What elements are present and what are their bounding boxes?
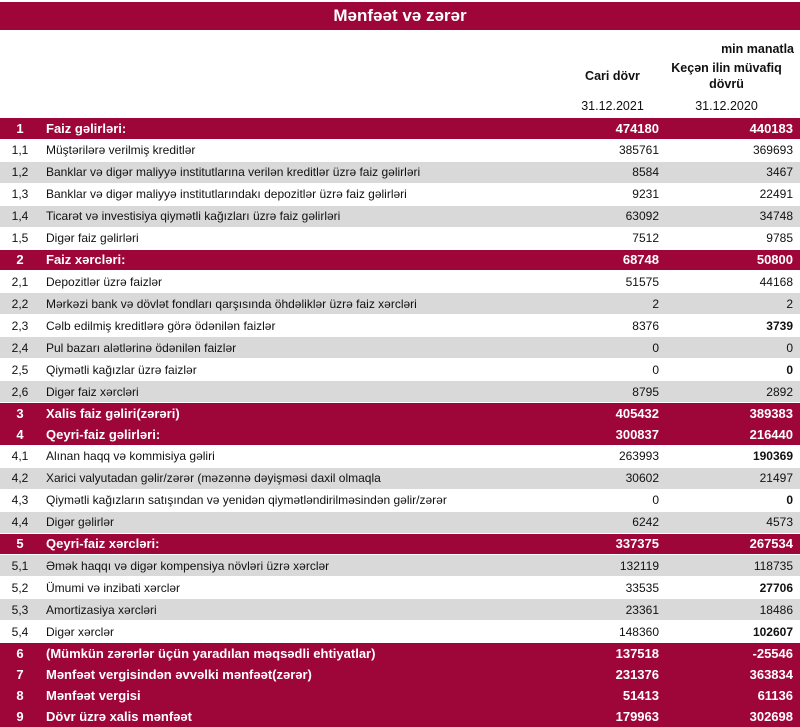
- value-2021: 63092: [625, 209, 659, 224]
- row-label: Əmək haqqı və digər kompensiya növləri üzrə xərclər: [46, 558, 330, 573]
- row-label: Qiymətli kağızların satışından və yenidən qiymətləndirilməsindən gəlir/zərər: [46, 493, 447, 508]
- row-label: Mənfəət vergisi: [46, 687, 141, 703]
- row-label: Amortizasiya xərcləri: [46, 602, 157, 617]
- value-2021: 148360: [618, 624, 659, 639]
- value-2021: 7512: [632, 231, 659, 246]
- row-label: Depozitlər üzrə faizlər: [46, 274, 163, 289]
- value-2020: 267534: [749, 536, 793, 552]
- row-number: 4: [16, 426, 24, 442]
- row-number: 5,3: [11, 602, 29, 617]
- table-row: [0, 424, 800, 446]
- row-label: Pul bazarı alətlərinə ödənilən faizlər: [46, 340, 237, 355]
- value-2020: 27706: [759, 580, 793, 595]
- value-2021: 6242: [632, 515, 659, 530]
- value-2020: 34748: [759, 209, 793, 224]
- date-current-period: 31.12.2021: [581, 99, 644, 113]
- value-2021: 0: [652, 362, 659, 377]
- table-row: [0, 403, 800, 424]
- value-2020: 61136: [757, 687, 793, 703]
- row-number: 2: [16, 252, 24, 268]
- value-2021: 51575: [625, 274, 659, 289]
- value-2020: 2892: [766, 384, 793, 399]
- row-number: 7: [16, 667, 24, 682]
- row-label: Digər xərclər: [46, 624, 115, 639]
- value-2021: 231376: [615, 667, 659, 682]
- value-2021: 263993: [618, 449, 659, 464]
- value-2021: 0: [652, 340, 659, 355]
- row-number: 4,4: [11, 515, 29, 530]
- value-2021: 385761: [618, 143, 659, 158]
- value-2020: 9785: [766, 231, 793, 246]
- value-2020: 50800: [756, 252, 793, 268]
- value-2021: 405432: [615, 405, 659, 421]
- row-label: Alınan haqq və kommisiya gəliri: [46, 449, 215, 464]
- column-headers: [0, 56, 800, 96]
- value-2021: 337375: [615, 536, 659, 552]
- value-2021: 179963: [615, 708, 659, 724]
- row-number: 5,4: [11, 624, 29, 639]
- value-2021: 23361: [625, 602, 659, 617]
- row-number: 5,2: [11, 580, 29, 595]
- table-row: [0, 706, 800, 727]
- value-2021: 9231: [632, 187, 659, 202]
- value-2021: 51413: [622, 687, 659, 703]
- table-row: [0, 293, 800, 315]
- table-row: [0, 271, 800, 293]
- row-number: 8: [16, 687, 24, 703]
- table-row: [0, 381, 800, 403]
- value-2020: 190369: [752, 449, 793, 464]
- table-row: [0, 534, 800, 556]
- value-2021: 33535: [625, 580, 659, 595]
- table-row: [0, 599, 800, 621]
- table-row: [0, 337, 800, 359]
- value-2020: 3739: [766, 318, 793, 333]
- table-row: [0, 643, 800, 664]
- row-number: 2,5: [11, 362, 29, 377]
- table-body: [0, 118, 800, 727]
- value-2021: 8795: [632, 384, 659, 399]
- row-label: (Mümkün zərərlər üçün yaradılan məqsədli ehtiyatlar): [46, 646, 376, 662]
- row-label: Müştərilərə verilmiş kreditlər: [46, 143, 196, 158]
- unit-note-row: [0, 30, 800, 56]
- row-label: Digər faiz gəlirləri: [46, 231, 139, 246]
- value-2020: 102607: [752, 624, 793, 639]
- table-row: [0, 490, 800, 512]
- value-2020: -25546: [752, 646, 793, 662]
- column-header-previous-period: Keçən ilin müvafiq dövrü: [671, 60, 782, 91]
- value-2020: 363834: [749, 667, 793, 682]
- value-2020: 22491: [759, 187, 793, 202]
- value-2020: 4573: [766, 515, 793, 530]
- value-2020: 389383: [749, 405, 793, 421]
- row-number: 1: [16, 120, 24, 136]
- row-number: 1,1: [11, 143, 29, 158]
- value-2020: 0: [786, 362, 793, 377]
- column-header-current-period: Cari dövr: [585, 68, 640, 83]
- row-label: Ümumi və inzibati xərclər: [46, 580, 181, 595]
- row-number: 3: [16, 405, 24, 421]
- value-2021: 68748: [622, 252, 659, 268]
- row-label: Faiz gəlirləri:: [46, 120, 127, 136]
- row-number: 1,3: [11, 187, 29, 202]
- value-2020: 21497: [759, 471, 793, 486]
- value-2020: 44168: [759, 274, 793, 289]
- row-number: 4,2: [11, 471, 29, 486]
- table-row: [0, 664, 800, 685]
- table-row: [0, 685, 800, 706]
- value-2020: 0: [786, 493, 793, 508]
- row-label: Faiz xərcləri:: [46, 252, 126, 268]
- row-number: 5: [16, 536, 24, 552]
- row-label: Digər gəlirlər: [46, 515, 115, 530]
- row-number: 2,1: [11, 274, 29, 289]
- row-number: 9: [16, 708, 24, 724]
- table-row: [0, 555, 800, 577]
- table-row: [0, 228, 800, 250]
- row-number: 1,5: [11, 231, 29, 246]
- row-number: 5,1: [11, 558, 29, 573]
- date-previous-period: 31.12.2020: [695, 99, 758, 113]
- table-row: [0, 512, 800, 534]
- table-row: [0, 621, 800, 643]
- row-label: Qeyri-faiz xərcləri:: [46, 536, 160, 552]
- value-2021: 30602: [625, 471, 659, 486]
- row-number: 4,1: [11, 449, 29, 464]
- value-2020: 302698: [749, 708, 793, 724]
- table-row: [0, 162, 800, 184]
- row-number: 6: [16, 646, 24, 662]
- column-dates: [0, 96, 800, 116]
- unit-note: min manatla: [721, 42, 794, 56]
- row-number: 2,6: [11, 384, 29, 399]
- table-row: [0, 250, 800, 272]
- value-2021: 2: [652, 296, 659, 311]
- table-row: [0, 446, 800, 468]
- table-row: [0, 359, 800, 381]
- value-2020: 216440: [749, 426, 793, 442]
- table-row: [0, 577, 800, 599]
- value-2020: 3467: [766, 165, 793, 180]
- value-2021: 137518: [615, 646, 659, 662]
- value-2021: 474180: [615, 120, 659, 136]
- row-label: Xalis faiz gəliri(zərəri): [46, 405, 180, 421]
- table-row: [0, 184, 800, 206]
- table-row: [0, 206, 800, 228]
- row-label: Qiymətli kağızlar üzrə faizlər: [46, 362, 197, 377]
- row-label: Ticarət və investisiya qiymətli kağızları üzrə faiz gəlirləri: [46, 209, 341, 224]
- row-label: Mənfəət vergisindən əvvəlki mənfəət(zərər): [46, 667, 312, 682]
- row-number: 2,4: [11, 340, 29, 355]
- page-title: Mənfəət və zərər: [0, 2, 800, 30]
- value-2020: 0: [786, 340, 793, 355]
- value-2021: 0: [652, 493, 659, 508]
- table-row: [0, 468, 800, 490]
- row-label: Cəlb edilmiş kreditlərə görə ödənilən faizlər: [46, 318, 276, 333]
- row-label: Xarici valyutadan gəlir/zərər (məzənnə dəyişməsi daxil olmaqla: [46, 471, 381, 486]
- value-2020: 2: [786, 296, 793, 311]
- value-2021: 8584: [632, 165, 659, 180]
- row-label: Dövr üzrə xalis mənfəət: [46, 708, 192, 724]
- table-row: [0, 140, 800, 162]
- row-number: 1,2: [11, 165, 29, 180]
- value-2021: 300837: [615, 426, 659, 442]
- row-label: Banklar və digər maliyyə institutlarına verilən kreditlər üzrə faiz gəlirləri: [46, 165, 421, 180]
- value-2021: 8376: [632, 318, 659, 333]
- row-label: Qeyri-faiz gəlirləri:: [46, 426, 161, 442]
- row-number: 1,4: [11, 209, 29, 224]
- value-2020: 18486: [759, 602, 793, 617]
- table-row: [0, 118, 800, 140]
- row-number: 4,3: [11, 493, 29, 508]
- row-number: 2,3: [11, 318, 29, 333]
- value-2020: 118735: [753, 558, 793, 573]
- row-label: Digər faiz xərcləri: [46, 384, 139, 399]
- value-2020: 440183: [749, 120, 793, 136]
- value-2020: 369693: [752, 143, 793, 158]
- value-2021: 132119: [619, 558, 659, 573]
- row-label: Mərkəzi bank və dövlət fondları qarşısında öhdəliklər üzrə faiz xərcləri: [46, 296, 417, 311]
- row-number: 2,2: [11, 296, 29, 311]
- row-label: Banklar və digər maliyyə institutlarındakı depozitlər üzrə faiz gəlirləri: [46, 187, 407, 202]
- table-row: [0, 315, 800, 337]
